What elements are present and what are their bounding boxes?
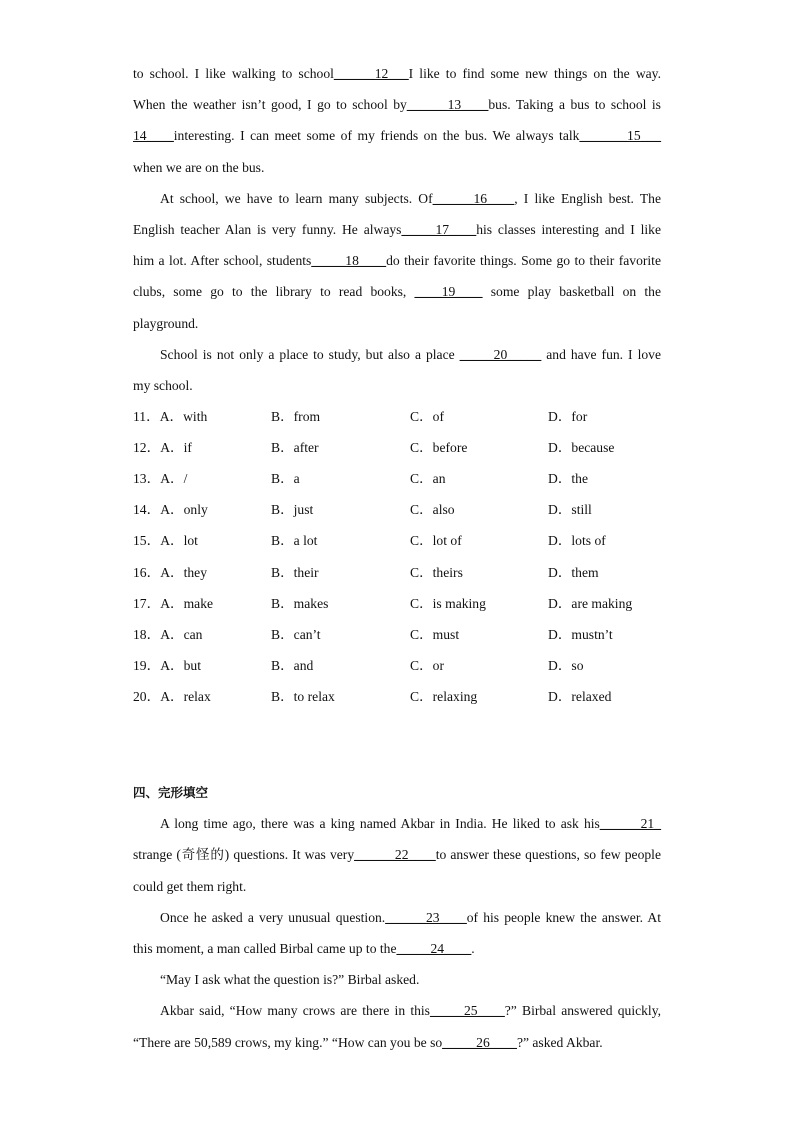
answer-option[interactable] [548,432,614,463]
text-fragment: . [471,940,475,956]
text-fragment: bus. Taking a bus to school is [488,97,661,113]
question-row [133,650,661,681]
answer-option[interactable] [410,494,455,525]
text-fragment: , I like English best. The [514,190,661,206]
text-fragment: his classes interesting and I like [476,221,661,237]
option-text: A．lot [160,533,198,549]
text-fragment: At school, we have to learn many subjects. Of [160,190,433,206]
question-number: 20． [133,688,161,704]
question-number: 18． [133,626,161,642]
option-text: D．because [548,440,615,456]
answer-option[interactable] [410,401,444,432]
answer-option[interactable] [133,557,207,588]
answer-option[interactable] [410,432,467,463]
answer-option[interactable] [271,494,313,525]
text-line [133,214,661,245]
option-text: A．they [160,564,208,580]
answer-option[interactable] [548,463,588,494]
option-text: D．for [548,409,588,425]
answer-option[interactable] [271,619,321,650]
text-fragment: this moment, a man called Birbal came up to the [133,940,397,956]
answer-option[interactable] [271,401,320,432]
option-text: D．still [548,502,592,518]
answer-option[interactable] [133,463,187,494]
answer-blank: _____25____ [429,1003,505,1019]
answer-blank: ______22____ [354,847,436,863]
answer-option[interactable] [548,557,599,588]
question-list [133,401,661,712]
question-row [133,557,661,588]
answer-blank: ______23____ [385,909,467,925]
text-line [133,58,661,89]
option-text: D．relaxed [548,688,612,704]
text-line [133,839,661,870]
text-line [133,245,661,276]
option-text: C．must [410,626,460,642]
answer-option[interactable] [271,463,300,494]
option-text: D．the [548,471,589,487]
answer-option[interactable] [548,619,613,650]
option-text: B．a [271,471,300,487]
text-fragment: Once he asked a very unusual question. [160,909,386,925]
answer-blank: ______21_ [599,816,661,832]
section-heading: 四、完形填空 [133,785,209,800]
answer-option[interactable] [271,681,335,712]
question-row [133,619,661,650]
answer-blank: ______13____ [406,97,489,113]
answer-option[interactable] [410,463,446,494]
answer-option[interactable] [548,681,611,712]
answer-option[interactable] [133,681,211,712]
answer-option[interactable] [548,588,632,619]
answer-blank: ____19____ [414,284,483,300]
text-line [133,808,661,839]
text-fragment: I like to find some new things on the way. [408,66,661,81]
text-line [133,276,661,307]
answer-option[interactable] [410,619,459,650]
option-text: A．if [160,440,192,456]
text-line [133,995,661,1026]
text-line [133,370,661,401]
option-text: C．is making [410,595,486,611]
answer-option[interactable] [548,494,592,525]
option-text: C．or [410,657,444,673]
question-row [133,432,661,463]
question-number: 14． [133,502,161,518]
text-fragment: my school. [133,377,193,393]
text-line [133,933,661,964]
option-text: B．to relax [271,688,335,704]
text-fragment: School is not only a place to study, but also a place [160,346,460,362]
question-number: 12． [133,440,161,456]
text-fragment: of his people knew the answer. At [466,909,661,925]
answer-option[interactable] [271,525,317,556]
text-line [133,871,661,902]
answer-option[interactable] [133,525,198,556]
document-page [133,58,661,1058]
option-text: D．are making [548,595,633,611]
answer-blank: _____26____ [442,1034,517,1050]
question-row [133,588,661,619]
text-fragment: interesting. I can meet some of my friends on the bus. We always talk [173,128,580,144]
answer-option[interactable] [410,681,477,712]
text-line [133,964,661,995]
question-row [133,525,661,556]
option-text: A．can [160,626,203,642]
text-line [133,152,661,183]
section-gap [133,712,661,777]
option-text: C．before [410,440,468,456]
answer-blank: _____20_____ [459,346,542,362]
option-text: D．lots of [548,533,606,549]
question-number: 13． [133,471,161,487]
text-fragment: and have fun. I love [541,346,661,362]
text-line [133,183,661,214]
text-fragment: clubs, some go to the library to read books, [133,284,415,300]
text-fragment: strange (奇怪的) questions. It was very [133,847,355,863]
text-fragment: ?” asked Akbar. [516,1034,603,1050]
text-fragment: Akbar said, “How many crows are there in this [160,1003,430,1019]
text-fragment: to school. I like walking to school [133,66,334,81]
text-fragment: “There are 50,589 crows, my king.” “How can you be so [133,1034,443,1050]
option-text: D．mustn’t [548,626,613,642]
option-text: A．make [160,595,214,611]
question-row [133,463,661,494]
answer-option[interactable] [410,588,486,619]
text-line [133,902,661,933]
text-line [133,1027,661,1058]
text-fragment: could get them right. [133,878,247,894]
answer-blank: 14____ [133,128,174,144]
option-text: B．just [271,502,314,518]
text-fragment: to answer these questions, so few people [435,847,661,863]
text-fragment: When the weather isn’t good, I go to school by [133,97,407,113]
answer-option[interactable] [133,401,207,432]
option-text: A．only [160,502,208,518]
option-text: C．also [410,502,455,518]
question-row [133,681,661,712]
answer-option[interactable] [271,588,328,619]
option-text: D．them [548,564,599,580]
answer-blank: _____17____ [401,221,477,237]
text-fragment: A long time ago, there was a king named Akbar in India. He liked to ask his [160,816,600,832]
answer-option[interactable] [271,432,319,463]
answer-option[interactable] [548,401,587,432]
option-text: A．but [160,657,201,673]
answer-option[interactable] [271,557,319,588]
option-text: A．/ [160,471,188,487]
answer-option[interactable] [410,650,444,681]
text-fragment: English teacher Alan is very funny. He always [133,221,402,237]
question-number: 16． [133,564,161,580]
option-text: A．relax [160,688,211,704]
text-line [133,339,661,370]
answer-option[interactable] [133,650,201,681]
answer-option[interactable] [410,557,463,588]
question-number: 15． [133,533,161,549]
text-fragment: “May I ask what the question is?” Birbal asked. [160,972,420,988]
answer-blank: _____24____ [396,940,472,956]
question-number: 11． [133,409,160,425]
question-row [133,494,661,525]
option-text: B．after [271,440,319,456]
text-line [133,120,661,151]
text-line [133,308,661,339]
option-text: C．relaxing [410,688,478,704]
answer-option[interactable] [133,588,213,619]
question-number: 17． [133,595,161,611]
answer-option[interactable] [133,432,192,463]
answer-option[interactable] [133,619,202,650]
option-text: B．a lot [271,533,318,549]
text-fragment: when we are on the bus. [133,159,265,175]
option-text: D．so [548,657,584,673]
option-text: C．lot of [410,533,462,549]
text-line [133,89,661,120]
answer-option[interactable] [271,650,313,681]
option-text: C．an [410,471,446,487]
answer-blank: ______16____ [432,190,515,206]
answer-option[interactable] [133,494,208,525]
passage-1 [133,58,661,401]
answer-blank: ______12___ [333,66,409,81]
option-text: B．can’t [271,626,321,642]
question-number: 19． [133,657,161,673]
answer-option[interactable] [410,525,462,556]
option-text: A．with [159,409,208,425]
option-text: B．their [271,564,319,580]
text-fragment: some play basketball on the [482,284,661,300]
text-fragment: playground. [133,315,199,331]
answer-blank: _____18____ [311,253,387,269]
answer-option[interactable] [548,525,606,556]
option-text: C．theirs [410,564,463,580]
option-text: B．from [271,409,321,425]
passage-2 [133,808,661,1058]
text-fragment: ?” Birbal answered quickly, [504,1003,662,1019]
text-fragment: him a lot. After school, students [133,253,312,269]
option-text: C．of [410,409,444,425]
answer-option[interactable] [548,650,584,681]
text-fragment: do their favorite things. Some go to their favorite [386,253,661,269]
answer-blank: _______15___ [579,128,661,144]
option-text: B．makes [271,595,329,611]
option-text: B．and [271,657,314,673]
question-row [133,401,661,432]
